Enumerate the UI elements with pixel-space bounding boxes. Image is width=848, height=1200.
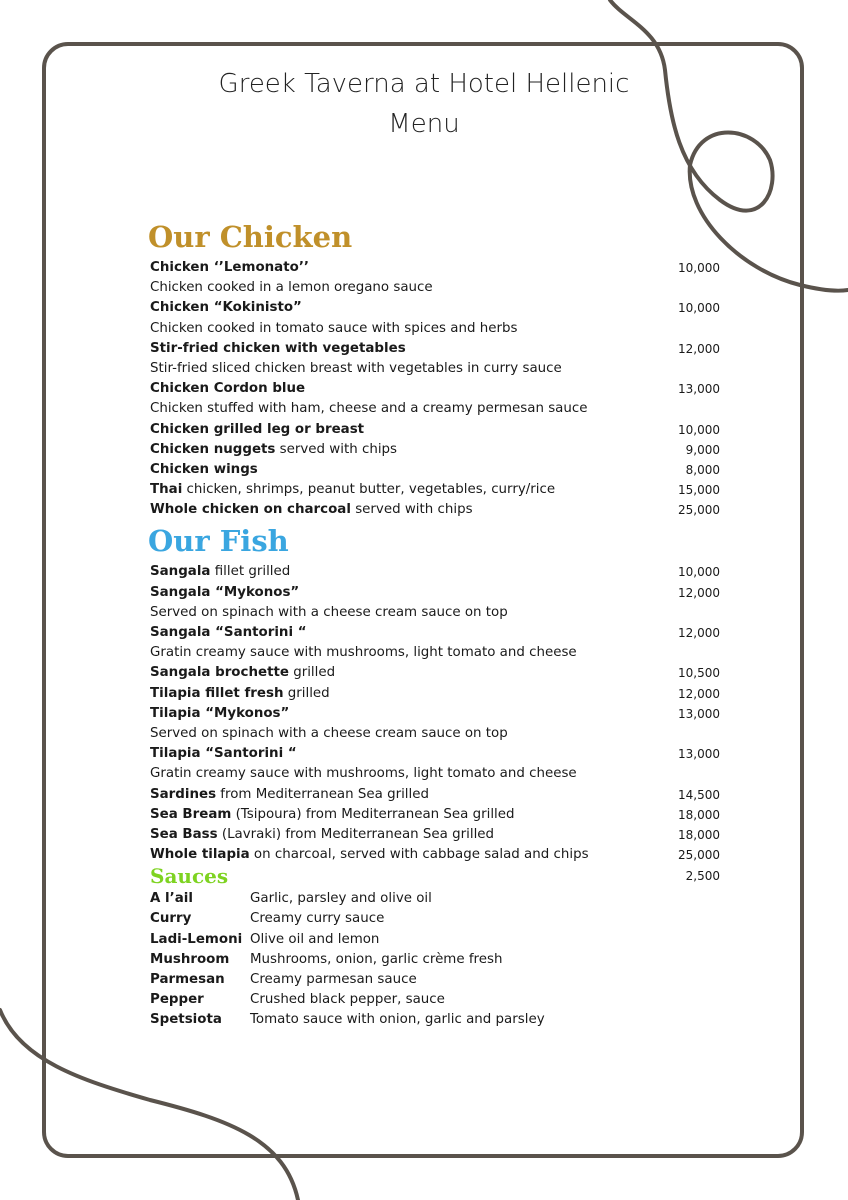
menu-item [150, 845, 730, 865]
sauce-item [150, 970, 730, 990]
menu-item-detail: grilled [283, 685, 330, 701]
sauces-header [150, 865, 730, 889]
menu-item-name: Sangala [150, 564, 211, 580]
menu-item-detail: (Tsipoura) from Mediterranean Sea grilled [231, 806, 515, 822]
menu-item-name: Thai [150, 482, 183, 498]
menu-item [150, 825, 730, 845]
menu-item-price: 10,000 [678, 422, 720, 437]
menu-item [150, 339, 730, 359]
menu-item [150, 440, 730, 460]
menu-item-description: Stir-fried sliced chicken breast with vegetables in curry sauce [150, 360, 562, 376]
sauce-item [150, 950, 730, 970]
section-heading-fish: Our Fish [148, 524, 289, 559]
sauce-item [150, 930, 730, 950]
menu-item-name: Sangala brochette [150, 665, 289, 681]
menu-item-description: Served on spinach with a cheese cream sauce on top [150, 604, 508, 620]
sauce-description: Creamy parmesan sauce [250, 972, 417, 987]
menu-item [150, 663, 730, 683]
sauce-item [150, 990, 730, 1010]
sauce-name: Spetsiota [150, 1012, 222, 1028]
sauce-description: Tomato sauce with onion, garlic and parsley [250, 1012, 545, 1028]
menu-item-price: 13,000 [678, 382, 720, 397]
menu-item-price: 12,000 [678, 341, 720, 356]
section-heading-sauces: Sauces [150, 864, 229, 889]
menu-item [150, 805, 730, 825]
menu-item [150, 785, 730, 805]
sauces-list [150, 889, 730, 1030]
menu-item-price: 15,000 [678, 483, 720, 498]
menu-item-price: 25,000 [678, 848, 720, 863]
sauce-name: Curry [150, 911, 192, 927]
menu-item-price: 18,000 [678, 827, 720, 842]
menu-item-name: Chicken nuggets [150, 441, 276, 457]
menu-item-price: 12,000 [678, 626, 720, 640]
menu-item [150, 258, 730, 278]
menu-item [150, 744, 730, 764]
menu-item-name: Chicken Cordon blue [150, 381, 306, 397]
menu-item-name: Tilapia “Santorini “ [150, 746, 297, 762]
menu-item-detail: chicken, shrimps, peanut butter, vegetables, curry/rice [182, 482, 556, 498]
menu-item-price: 18,000 [678, 807, 720, 822]
menu-item [150, 684, 730, 704]
menu-item [150, 562, 730, 582]
sauce-item [150, 889, 730, 909]
menu-item [150, 379, 730, 399]
sauce-description: Crushed black pepper, sauce [250, 992, 445, 1008]
menu-item [150, 420, 730, 440]
menu-item-name: Chicken ‘’Lemonato’’ [150, 260, 309, 275]
menu-item [150, 583, 730, 603]
menu-item-name: Stir-fried chicken with vegetables [150, 340, 406, 356]
menu-item [150, 704, 730, 724]
menu-item-price: 10,000 [678, 565, 720, 580]
menu-item-price: 12,000 [678, 585, 720, 600]
menu-item-detail: from Mediterranean Sea grilled [216, 786, 429, 802]
menu-item-price: 10,000 [678, 261, 720, 275]
menu-item-price: 13,000 [678, 706, 720, 721]
menu-item [150, 500, 730, 520]
menu-item [150, 460, 730, 480]
menu-item-detail: served with chips [275, 441, 398, 457]
menu-item-name: Chicken grilled leg or breast [150, 421, 365, 437]
sauce-name: Ladi-Lemoni [150, 931, 243, 947]
menu-item-price: 9,000 [685, 442, 720, 457]
menu-item-detail: fillet grilled [210, 564, 291, 580]
menu-item-price: 12,000 [678, 686, 720, 701]
menu-item-name: Whole chicken on charcoal [150, 502, 351, 518]
sauces-price: 2,500 [685, 869, 720, 884]
sauce-name: Pepper [150, 992, 204, 1008]
menu-item-detail: served with chips [350, 502, 473, 518]
sauce-name: Mushroom [150, 951, 230, 967]
menu-label: Menu [388, 109, 460, 139]
sauce-description: Creamy curry sauce [250, 911, 385, 927]
menu-item [150, 298, 730, 318]
menu-item-detail: on charcoal, served with cabbage salad and chips [249, 847, 589, 863]
menu-item-name: Chicken wings [150, 461, 258, 477]
menu-item-name: Whole tilapia [150, 847, 250, 863]
menu-item-detail: (Lavraki) from Mediterranean Sea grilled [217, 826, 495, 842]
menu-content [150, 220, 730, 1031]
menu-item-name: Sardines [150, 786, 217, 802]
page-title [120, 64, 728, 144]
menu-item-name: Tilapia “Mykonos” [150, 705, 290, 721]
menu-item-price: 25,000 [678, 503, 720, 518]
menu-item-price: 10,000 [678, 301, 720, 316]
menu-item-description: Served on spinach with a cheese cream sauce on top [150, 725, 508, 741]
sauce-description: Olive oil and lemon [250, 931, 380, 947]
menu-item-description: Chicken stuffed with ham, cheese and a creamy permesan sauce [150, 401, 588, 417]
menu-item-name: Tilapia fillet fresh [150, 685, 284, 701]
restaurant-name: Greek Taverna at Hotel Hellenic [218, 69, 630, 99]
menu-item-price: 10,500 [678, 666, 720, 681]
menu-item-name: Chicken “Kokinisto” [150, 300, 302, 316]
menu-item-price: 14,500 [678, 787, 720, 802]
menu-item [150, 623, 730, 643]
section-heading-chicken: Our Chicken [148, 220, 353, 254]
menu-item-detail: grilled [288, 665, 336, 681]
menu-item-name: Sangala “Mykonos” [150, 584, 300, 600]
menu-item-price: 13,000 [678, 747, 720, 762]
sauce-item [150, 909, 730, 929]
menu-item-description: Gratin creamy sauce with mushrooms, light tomato and cheese [150, 766, 577, 782]
menu-item [150, 480, 730, 500]
sauce-item [150, 1010, 730, 1030]
sauce-name: A l’ail [150, 891, 193, 907]
fish-menu-list [150, 562, 730, 865]
sauce-name: Parmesan [150, 972, 225, 987]
menu-item-description: Gratin creamy sauce with mushrooms, light tomato and cheese [150, 645, 577, 661]
menu-item-description: Chicken cooked in tomato sauce with spices and herbs [150, 320, 518, 336]
chicken-menu-list [150, 258, 730, 520]
menu-item-name: Sea Bass [150, 826, 218, 842]
sauce-description: Mushrooms, onion, garlic crème fresh [250, 951, 503, 967]
sauce-description: Garlic, parsley and olive oil [250, 891, 432, 907]
menu-item-description: Chicken cooked in a lemon oregano sauce [150, 280, 433, 296]
menu-item-price: 8,000 [685, 462, 720, 477]
menu-item-name: Sangala “Santorini “ [150, 625, 307, 640]
menu-item-name: Sea Bream [150, 806, 232, 822]
